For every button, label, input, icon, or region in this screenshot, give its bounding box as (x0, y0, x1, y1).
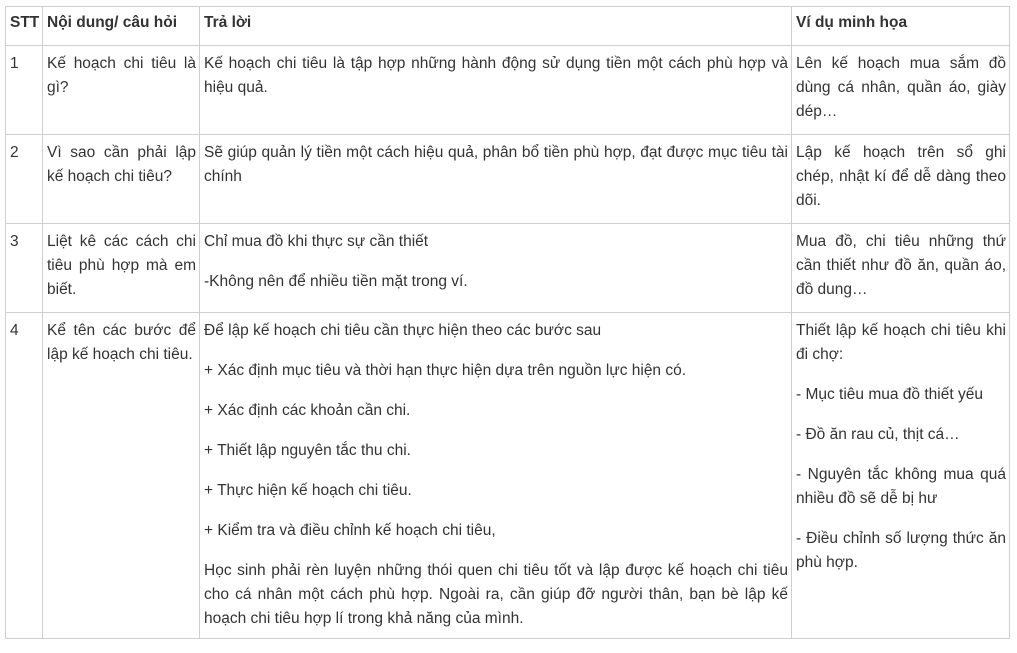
table-row (6, 224, 1010, 313)
row-number: 2 (6, 135, 43, 224)
example-cell (792, 135, 1010, 224)
example-cell (792, 313, 1010, 639)
table-row (6, 313, 1010, 639)
question-cell: Liệt kê các cách chi tiêu phù hợp mà em biết. (43, 224, 200, 313)
answer-paragraph: Chỉ mua đồ khi thực sự cần thiết (204, 233, 429, 250)
header-question: Nội dung/ câu hỏi (43, 7, 200, 46)
table-header-row (6, 7, 1010, 46)
answer-cell (200, 46, 792, 135)
answer-cell (200, 135, 792, 224)
example-paragraph: Thiết lập kế hoạch chi tiêu khi đi chợ: (796, 322, 1006, 363)
question-cell: Kế hoạch chi tiêu là gì? (43, 46, 200, 135)
answer-paragraph: Học sinh phải rèn luyện những thói quen chi tiêu tốt và lập được kế hoạch chi tiêu cho cá nhân một cách phù hợp. Ngoài ra, cần giúp đỡ người thân, bạn bè lập kế hoạch chi tiêu hợp lí trong khả năng của mình. (204, 562, 788, 627)
table-row (6, 46, 1010, 135)
answer-paragraph: + Kiểm tra và điều chỉnh kế hoạch chi tiêu, (204, 522, 496, 539)
answer-paragraph: Kế hoạch chi tiêu là tập hợp những hành động sử dụng tiền một cách phù hợp và hiệu quả. (204, 55, 788, 96)
example-cell (792, 46, 1010, 135)
spending-plan-table (5, 6, 1010, 639)
example-paragraph: - Mục tiêu mua đồ thiết yếu (796, 386, 983, 403)
header-stt: STT (6, 7, 43, 46)
row-number: 3 (6, 224, 43, 313)
answer-cell (200, 224, 792, 313)
question-cell: Vì sao cần phải lập kế hoạch chi tiêu? (43, 135, 200, 224)
answer-paragraph: + Xác định các khoản cần chi. (204, 402, 411, 419)
answer-paragraph: + Thực hiện kế hoạch chi tiêu. (204, 482, 412, 499)
row-number: 4 (6, 313, 43, 639)
example-paragraph: Lên kế hoạch mua sắm đồ dùng cá nhân, quần áo, giày dép… (796, 55, 1006, 120)
table-row (6, 135, 1010, 224)
example-paragraph: - Nguyên tắc không mua quá nhiều đồ sẽ dễ bị hư (796, 466, 1006, 507)
answer-paragraph: Để lập kế hoạch chi tiêu cần thực hiện theo các bước sau (204, 322, 602, 339)
example-paragraph: - Điều chỉnh số lượng thức ăn phù hợp. (796, 530, 1006, 571)
header-example: Ví dụ minh họa (792, 7, 1010, 46)
answer-paragraph: -Không nên để nhiều tiền mặt trong ví. (204, 273, 468, 290)
header-answer: Trả lời (200, 7, 792, 46)
example-paragraph: Lập kế hoạch trên sổ ghi chép, nhật kí để dễ dàng theo dõi. (796, 144, 1006, 209)
example-cell (792, 224, 1010, 313)
answer-paragraph: Sẽ giúp quản lý tiền một cách hiệu quả, phân bổ tiền phù hợp, đạt được mục tiêu tài chính (204, 144, 788, 185)
answer-cell (200, 313, 792, 639)
question-cell: Kể tên các bước để lập kế hoạch chi tiêu. (43, 313, 200, 639)
example-paragraph: - Đồ ăn rau củ, thịt cá… (796, 426, 960, 443)
example-paragraph: Mua đồ, chi tiêu những thứ cần thiết như đồ ăn, quần áo, đồ dung… (796, 233, 1006, 298)
answer-paragraph: + Xác định mục tiêu và thời hạn thực hiện dựa trên nguồn lực hiện có. (204, 362, 687, 379)
answer-paragraph: + Thiết lập nguyên tắc thu chi. (204, 442, 411, 459)
row-number: 1 (6, 46, 43, 135)
